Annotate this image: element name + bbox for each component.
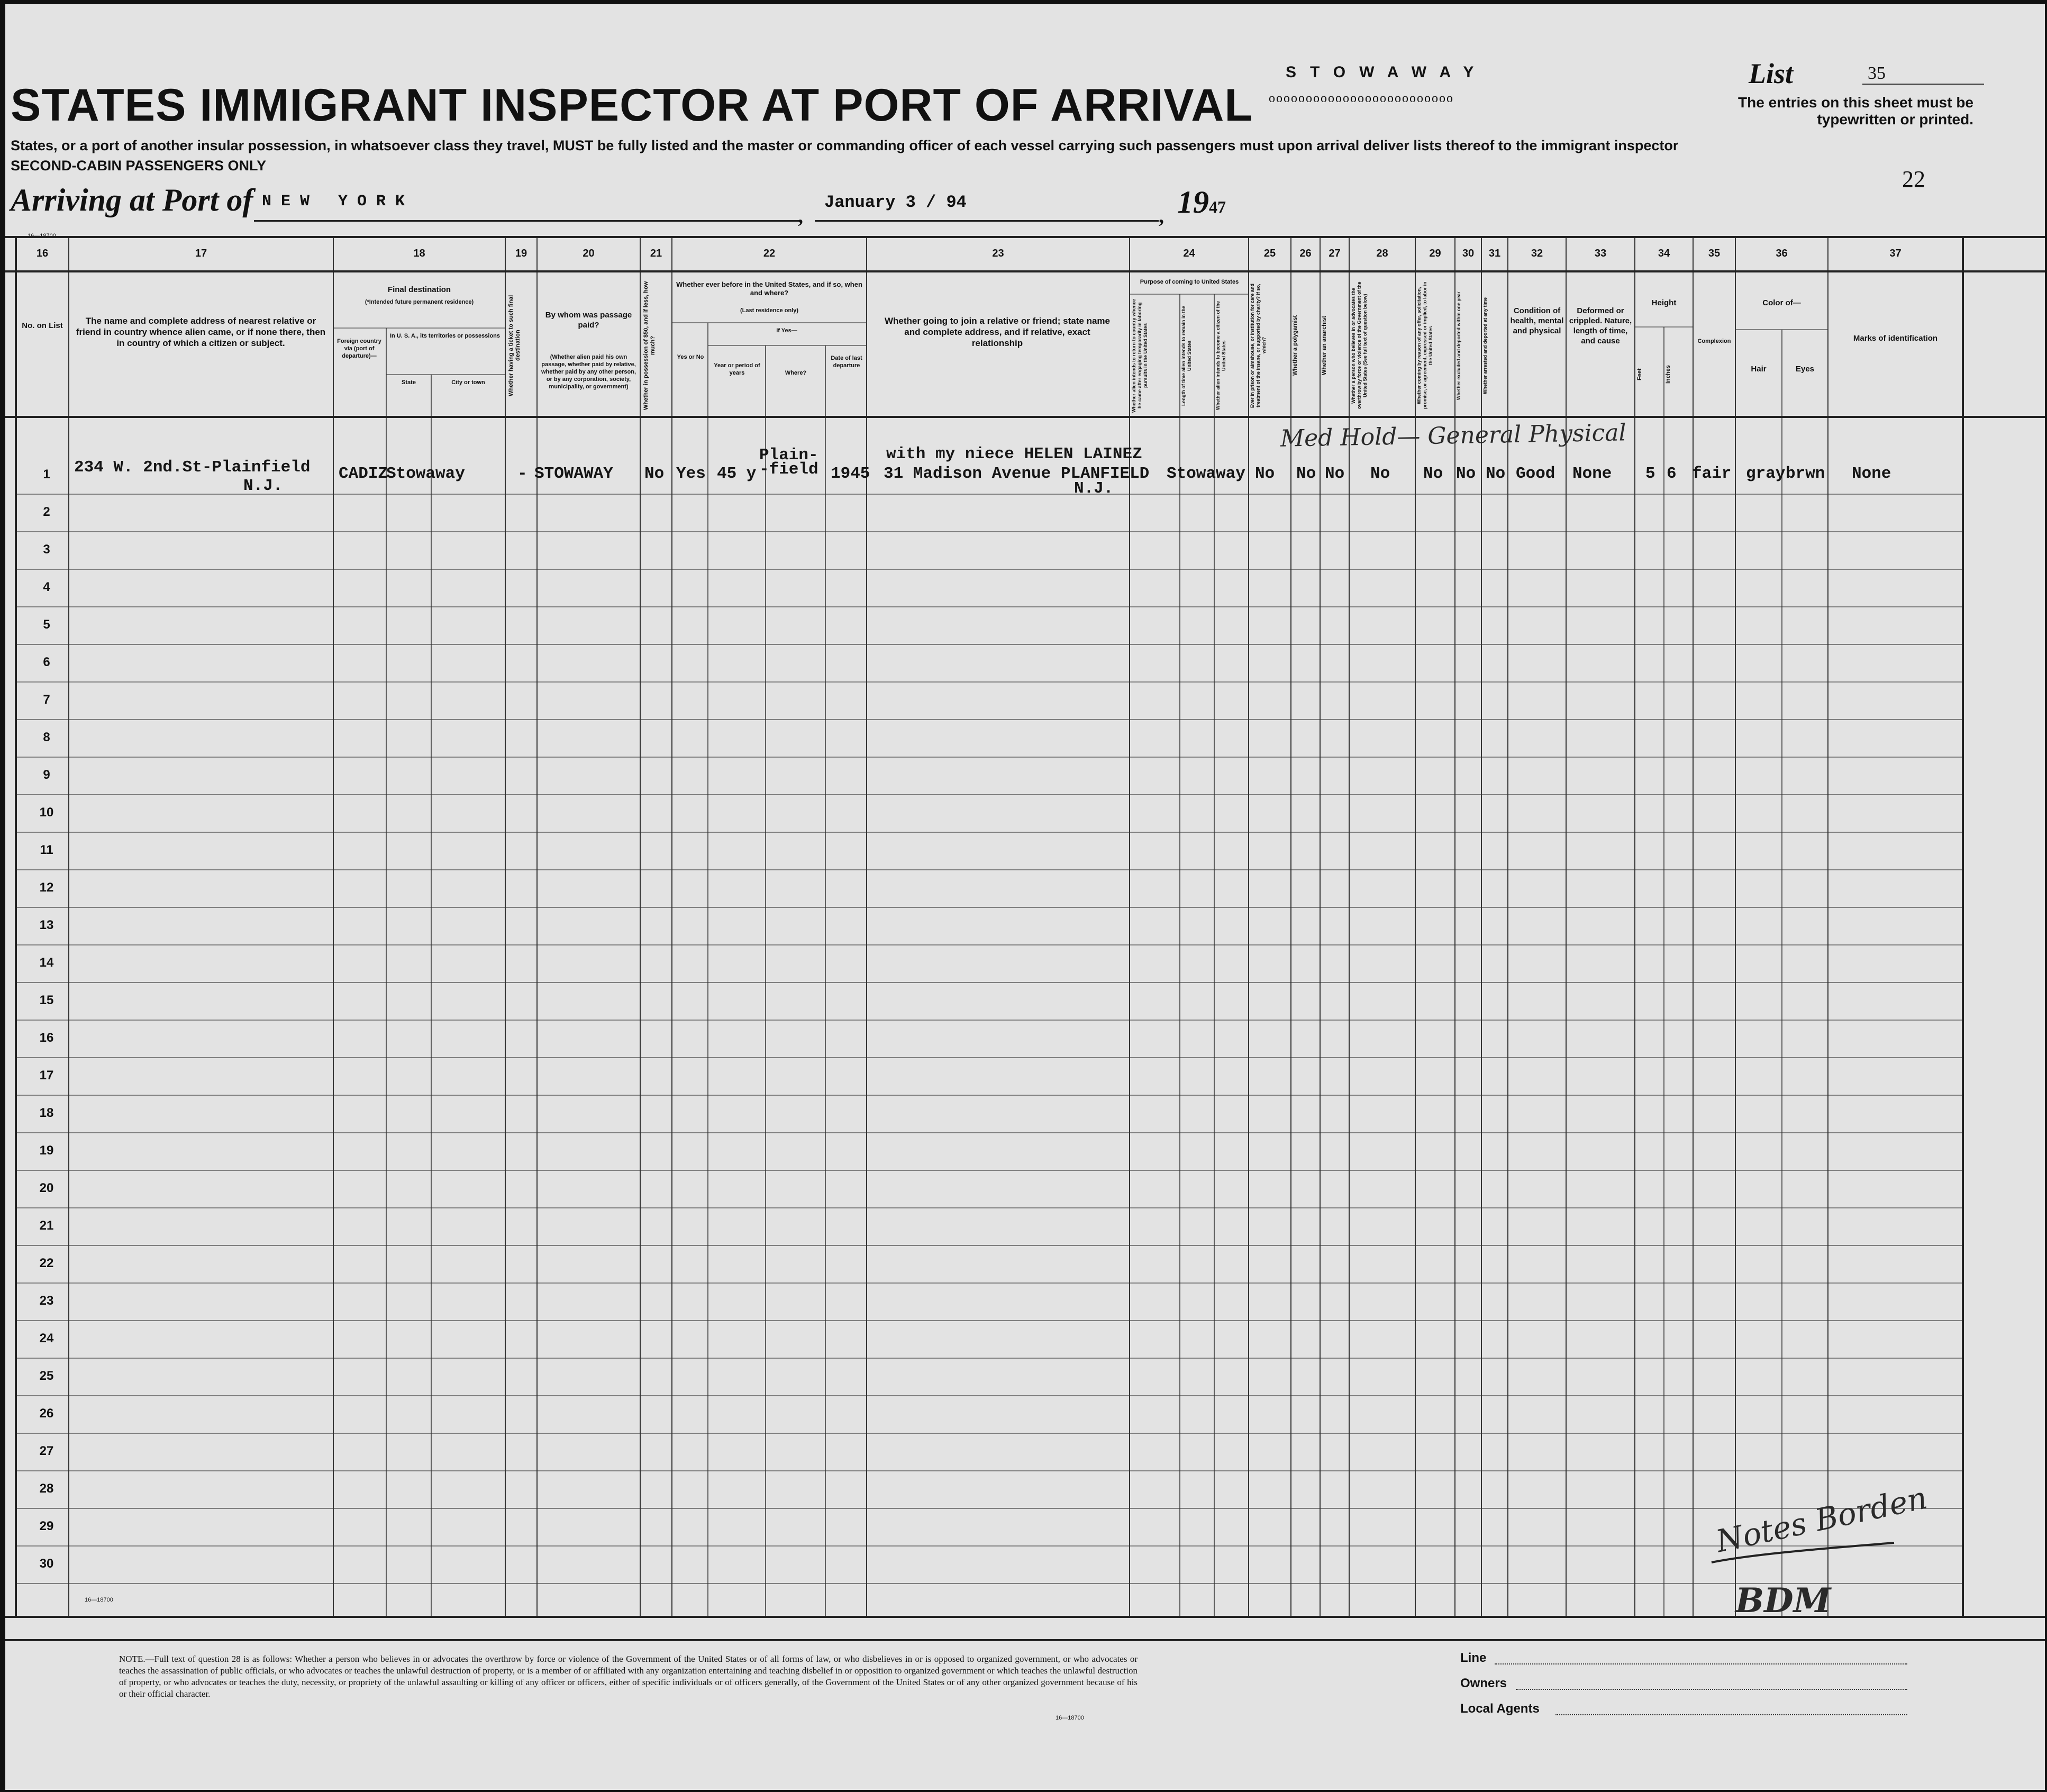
entry-deported: No [1486, 465, 1506, 483]
manifest-sheet [5, 4, 2045, 1790]
header-passage-note: (Whether alien paid his own passage, whether paid by relative, whether paid by any other person, or by any corporation, society, municipality, or government) [541, 354, 636, 390]
colnum-26: 26 [1299, 248, 1312, 259]
colnum-29: 29 [1429, 248, 1441, 259]
header-deformed: Deformed or crippled. Nature, length of time, and cause [1569, 306, 1632, 345]
row-number: 19 [39, 1143, 54, 1158]
header-overthrow: Whether a person who believes in or advocates the overthrow by force or violence of the Government of the United States (See full text of question below) [1351, 281, 1368, 410]
entry-state: Stowaway [386, 465, 465, 483]
footer-agents-label: Local Agents [1460, 1702, 1540, 1716]
header-purpose-return: Whether alien intends to return to country whence he came after engaging temporarily in laboring pursuits in the United States [1131, 298, 1148, 413]
handwritten-med-hold: Med Hold— General Physical [1280, 419, 1627, 452]
entry-height-inches: 6 [1667, 465, 1677, 483]
list-number: 35 [1862, 63, 1984, 85]
header-deported: Whether arrested and deported at any time [1482, 297, 1488, 394]
entry-overthrow: No [1370, 465, 1390, 483]
entry-ticket: - [517, 465, 527, 483]
header-polygamist: Whether a polygamist [1292, 315, 1298, 376]
entry-prison: No [1255, 465, 1275, 483]
row-number: 22 [39, 1256, 54, 1270]
header-inches: Inches [1665, 365, 1671, 384]
colnum-23: 23 [992, 248, 1004, 259]
colnum-34: 34 [1658, 248, 1670, 259]
row-number: 27 [39, 1444, 54, 1458]
entry-period: 45 y [717, 465, 757, 483]
colnum-25: 25 [1263, 248, 1276, 259]
page-title: STATES IMMIGRANT INSPECTOR AT PORT OF ARRIVAL [11, 80, 1253, 131]
row-number: 25 [39, 1369, 54, 1383]
header-join-relative: Whether going to join a relative or friend; state name and complete address, and if relative, exact relationship [884, 316, 1110, 348]
row-number: 29 [39, 1519, 54, 1533]
signature-initials: BDM [1735, 1581, 1831, 1621]
header-labor-offer: Whether coming by reason of any offer, solicitation, promise, or agreement, expressed or implied, to labor in the United States [1416, 281, 1433, 410]
colnum-22: 22 [763, 248, 776, 259]
colnum-21: 21 [650, 248, 662, 259]
entry-date-last-departure: 1945 [831, 465, 870, 483]
entry-join-line1: with my niece HELEN LAINEZ [886, 445, 1142, 463]
row-number: 13 [39, 918, 54, 932]
stamp-dots: ooooooooooooooooooooooooo [1269, 92, 1454, 105]
row-number: 24 [39, 1331, 54, 1345]
entry-purpose: Stowaway [1167, 465, 1245, 483]
entry-passage-paid: STOWAWAY [534, 465, 613, 483]
header-height: Height [1651, 298, 1677, 307]
row-number: 12 [39, 880, 54, 895]
entry-deformed: None [1572, 465, 1612, 483]
form-number-top: 16—18700 [28, 233, 56, 239]
header-marks: Marks of identification [1853, 334, 1938, 343]
header-in-usa: In U. S. A., its territories or possessions [389, 333, 501, 339]
row-number: 11 [40, 843, 53, 857]
entry-height-feet: 5 [1645, 465, 1655, 483]
row-number: 26 [39, 1406, 54, 1421]
colnum-37: 37 [1889, 248, 1902, 259]
colnum-27: 27 [1329, 248, 1341, 259]
header-eyes: Eyes [1795, 365, 1815, 374]
colnum-17: 17 [195, 248, 207, 259]
entry-fifty-dollars: No [644, 465, 665, 483]
header-city: City or town [451, 379, 485, 386]
header-no-on-list: No. on List [22, 321, 63, 330]
entry-eyes: brwn [1786, 465, 1825, 483]
header-fifty-dollars: Whether in possession of $50, and if less, how much? [643, 281, 656, 410]
entry-excluded: No [1456, 465, 1476, 483]
page-number: 22 [1902, 166, 1925, 192]
colnum-35: 35 [1708, 248, 1721, 259]
footer-line-label: Line [1460, 1651, 1487, 1665]
form-number-grid: 16—18700 [85, 1597, 113, 1603]
footer-note-question-28: NOTE.—Full text of question 28 is as follows: Whether a person who believes in or advocates the overthrow by force or violence of the Government of the United States or of all forms of law, or who disbelieves in or is opposed to organized government, or who advocates or teaches the assassination of public officials, or who advocates or teaches the unlawful destruction of property, or is a member of or affiliated with any organization entertaining and teaching disbelief in or opposition to organized government or which teaches the unlawful destruction of property, or who advocates or teaches the duty, necessity, or propriety of the unlawful assaulting or killing of any officer or officers, either of specific individuals or of officers generally, of the Government of the United States or of any other organized government because of his or their official character. [119, 1654, 1138, 1699]
entry-where-line1: Plain- [759, 446, 818, 465]
row-number: 21 [39, 1218, 54, 1233]
colnum-16: 16 [36, 248, 49, 259]
header-feet: Feet [1636, 368, 1643, 381]
entry-where-line2: -field [759, 460, 818, 479]
footer-owners-label: Owners [1460, 1676, 1507, 1690]
row-number: 10 [39, 805, 54, 820]
row-number: 7 [43, 693, 50, 707]
entry-before-in-us: Yes [676, 465, 706, 483]
header-where: Where? [785, 370, 807, 376]
entry-address-line1: 234 W. 2nd.St-Plainfield [74, 458, 311, 477]
entry-polygamist: No [1296, 465, 1316, 483]
form-number-footer: 16—18700 [1056, 1715, 1084, 1721]
header-period: Year or period of years [714, 362, 760, 376]
colnum-24: 24 [1183, 248, 1195, 259]
entry-labor-offer: No [1423, 465, 1443, 483]
header-ever-before: Whether ever before in the United States, and if so, when and where? [676, 280, 862, 297]
entry-address-line2: N.J. [243, 477, 283, 495]
header-if-yes: If Yes— [776, 328, 797, 334]
colnum-20: 20 [583, 248, 595, 259]
signature-underline [1709, 1539, 1899, 1570]
row-number: 23 [39, 1294, 54, 1308]
row-number: 9 [43, 768, 50, 782]
header-yes-no: Yes or No [677, 354, 704, 360]
date-value: January 3 / 94 [824, 193, 967, 212]
entry-health: Good [1516, 465, 1555, 483]
header-prison: Ever in prison or almshouse, or institution for care and treatment of the insane, or supported by charity? If so, which? [1250, 283, 1267, 408]
footer-line-field [1495, 1663, 1907, 1664]
row-number: 4 [43, 580, 50, 594]
row-number: 15 [39, 993, 54, 1007]
colnum-18: 18 [413, 248, 425, 259]
row-number: 3 [43, 542, 50, 557]
header-hair: Hair [1751, 365, 1767, 374]
header-ticket: Whether having a ticket to such final destination [508, 295, 521, 396]
header-final-destination-note: (*Intended future permanent residence) [365, 299, 474, 305]
header-final-destination: Final destination [387, 285, 451, 294]
header-purpose-citizen: Whether alien intends to become a citizen of the United States [1215, 301, 1226, 411]
row-number: 18 [39, 1106, 54, 1120]
stowaway-stamp: STOWAWAY [1286, 63, 1488, 81]
header-excluded: Whether excluded and deported within one year [1456, 291, 1461, 400]
header-state: State [402, 379, 416, 386]
entry-complexion: fair [1692, 465, 1732, 483]
row-number: 2 [43, 505, 50, 519]
colnum-32: 32 [1531, 248, 1543, 259]
entry-join-line2: 31 Madison Avenue PLANFIELD [884, 465, 1150, 483]
entry-foreign-port: CADIZ [339, 465, 388, 483]
header-date-last-departure: Date of last departure [831, 355, 862, 369]
header-anarchist: Whether an anarchist [1321, 316, 1327, 375]
typewritten-instruction: The entries on this sheet must be typewritten or printed. [1738, 94, 1973, 128]
header-foreign-country: Foreign country via (port of departure)— [337, 338, 381, 359]
header-last-residence: (Last residence only) [740, 307, 799, 314]
header-color-of: Color of— [1762, 298, 1801, 307]
row-number: 1 [43, 467, 50, 481]
row-number: 30 [39, 1557, 54, 1571]
entry-hair: gray [1746, 465, 1786, 483]
row-number: 8 [43, 730, 50, 744]
colnum-19: 19 [515, 248, 527, 259]
colnum-31: 31 [1488, 248, 1501, 259]
row-number: 6 [43, 655, 50, 669]
port-value: NEW YORK [262, 193, 415, 211]
colnum-28: 28 [1376, 248, 1388, 259]
header-complexion: Complexion [1697, 338, 1731, 344]
list-label: List [1749, 58, 1794, 89]
comma-2: , [1159, 204, 1164, 228]
header-purpose: Purpose of coming to United States [1140, 279, 1239, 285]
year-value: 1947 [1177, 185, 1226, 220]
row-number: 28 [39, 1481, 54, 1496]
entry-marks: None [1852, 465, 1891, 483]
row-number: 14 [39, 956, 54, 970]
comma-1: , [798, 204, 803, 228]
entry-anarchist: No [1325, 465, 1345, 483]
colnum-33: 33 [1594, 248, 1607, 259]
colnum-36: 36 [1776, 248, 1788, 259]
footer-agents-field [1555, 1714, 1907, 1715]
row-number: 17 [39, 1068, 54, 1083]
class-label: SECOND-CABIN PASSENGERS ONLY [11, 158, 267, 174]
row-number: 16 [39, 1031, 54, 1045]
header-health: Condition of health, mental and physical [1510, 306, 1564, 335]
entry-join-line3: N.J. [1074, 479, 1114, 498]
footer-owners-field [1516, 1689, 1907, 1690]
header-purpose-length: Length of time alien intends to remain in the United States [1181, 305, 1192, 406]
arriving-label: Arriving at Port of [11, 183, 253, 217]
header-nearest-relative: The name and complete address of nearest relative or friend in country whence alien came, or if none there, then in country of which a citizen or subject. [76, 316, 326, 348]
signature-notes: Notes Borden [1713, 1479, 1931, 1560]
header-passage-paid: By whom was passage paid? [545, 311, 632, 330]
colnum-30: 30 [1462, 248, 1475, 259]
row-number: 5 [43, 617, 50, 632]
subtitle: States, or a port of another insular possession, in whatsoever class they travel, MUST be fully listed and the master or commanding officer of each vessel carrying such passengers must upon arrival deliver lists thereof to the immigrant inspector [11, 138, 1679, 153]
row-number: 20 [39, 1181, 54, 1195]
